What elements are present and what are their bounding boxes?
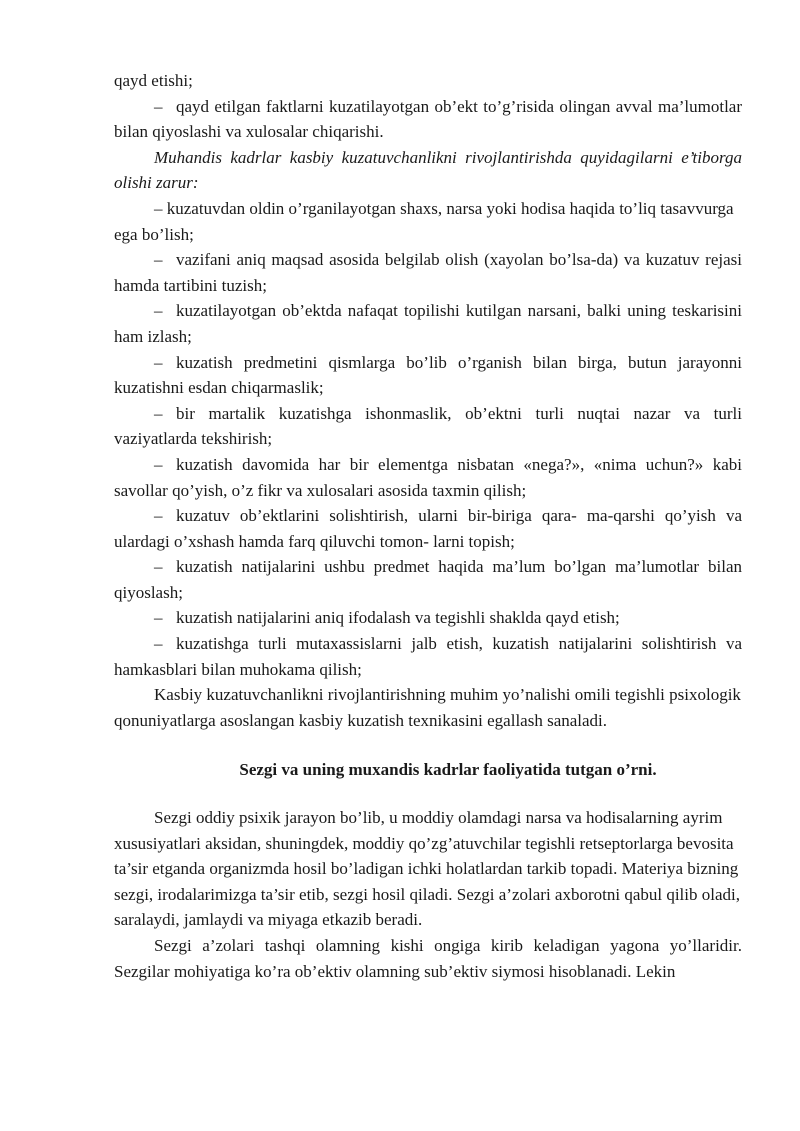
dash-marker: –	[154, 301, 163, 321]
list-item-text: kuzatuv ob’ektlarini solishtirish, ularni bir-biriga qara- ma-qarshi qo’yish va ulardagi o’xshash hamda farq qiluvchi tomon- larni topish;	[114, 506, 742, 551]
dash-marker: –	[154, 352, 163, 372]
list-item	[114, 631, 742, 682]
list-item-text: bir martalik kuzatishga ishonmaslik, ob’ektni turli nuqtai nazar va turli vaziyatlarda tekshirish;	[114, 403, 742, 449]
paragraph-continuation: qayd etishi;	[114, 71, 193, 90]
list-item-text: kuzatish natijalarini ushbu predmet haqida ma’lum bo’lgan ma’lumotlar bilan qiyoslash;	[114, 557, 742, 602]
list-item	[114, 298, 742, 349]
list-item	[114, 401, 742, 452]
dash-marker: –	[154, 250, 163, 270]
list-item	[114, 247, 742, 298]
list-item-text: vazifani aniq maqsad asosida belgilab olish (xayolan bo’lsa-da) va kuzatuv rejasi hamda tartibini tuzish;	[114, 250, 742, 295]
list-item-text: kuzatish natijalarini aniq ifodalash va tegishli shaklda qayd etish;	[176, 608, 620, 628]
list-item-text: kuzatilayotgan ob’ektda nafaqat topilishi kutilgan narsani, balki uning teskarisini ham izlash;	[114, 301, 742, 346]
dash-marker: –	[154, 557, 163, 577]
document-page	[114, 68, 742, 984]
paragraph-sense-organs: Sezgi a’zolari tashqi olamning kishi ongiga kirib keladigan yagona yo’llaridir. Sezgilar mohiyatiga ko’ra ob’ektiv olamning sub’ektiv siymosi hisoblanadi. Lekin	[114, 936, 742, 981]
paragraph-sensation-definition: Sezgi oddiy psixik jarayon bo’lib, u moddiy olamdagi narsa va hodisalarning ayrim xususiyatlari aksidan, shuningdek, moddiy qo’zg’atuvchilar tegishli retseptorlarga bevosita ta’sir etganda organizmda hosil bo’ladigan ichki holatlardan tarkib topadi. Materiya bizning sezgi, irodalarimizga ta’sir etib, sezgi hosil qiladi. Sezgi a’zolari axborotni qabul qilib oladi, saralaydi, jamlaydi va miyaga etkazib beradi.	[114, 808, 740, 930]
dash-marker: –	[154, 403, 163, 423]
dash-marker: –	[154, 506, 163, 526]
list-item	[114, 554, 742, 605]
list-item-text: kuzatish predmetini qismlarga bo’lib o’rganish bilan birga, butun jarayonni kuzatishni esdan chiqarmaslik;	[114, 352, 742, 398]
list-item-text: kuzatishga turli mutaxassislarni jalb etish, kuzatish natijalarini solishtirish va hamkasblari bilan muhokama qilish;	[114, 634, 742, 679]
dash-marker: –	[154, 634, 163, 654]
list-item-text: qayd etilgan faktlarni kuzatilayotgan ob’ekt to’g’risida olingan avval ma’lumotlar bilan qiyoslashi va xulosalar chiqarishi.	[114, 96, 742, 142]
italic-lead-paragraph: Muhandis kadrlar kasbiy kuzatuvchanlikni rivojlantirishda quyidagilarni e’tiborga olishi zarur:	[114, 147, 742, 193]
paragraph-summary: Kasbiy kuzatuvchanlikni rivojlantirishning muhim yo’nalishi omili tegishli psixologik qonuniyatlarga asoslangan kasbiy kuzatish texnikasini egallash sanaladi.	[114, 685, 741, 730]
list-item	[114, 605, 742, 631]
dash-marker: –	[154, 454, 163, 474]
section-heading: Sezgi va uning muxandis kadrlar faoliyatida tutgan o’rni.	[239, 760, 657, 780]
list-item	[114, 350, 742, 401]
list-item-conclusion	[114, 94, 742, 145]
list-item	[114, 503, 742, 554]
dash-marker: –	[154, 608, 163, 628]
dash-marker: –	[154, 96, 163, 116]
paragraph-first-requirement: – kuzatuvdan oldin o’rganilayotgan shaxs, narsa yoki hodisa haqida to’liq tasavvurga ega bo’lish;	[114, 198, 734, 244]
list-item	[114, 452, 742, 503]
list-item-text: kuzatish davomida har bir elementga nisbatan «nega?», «nima uchun?» kabi savollar qo’yish, o’z fikr va xulosalari asosida taxmin qilish;	[114, 454, 742, 500]
